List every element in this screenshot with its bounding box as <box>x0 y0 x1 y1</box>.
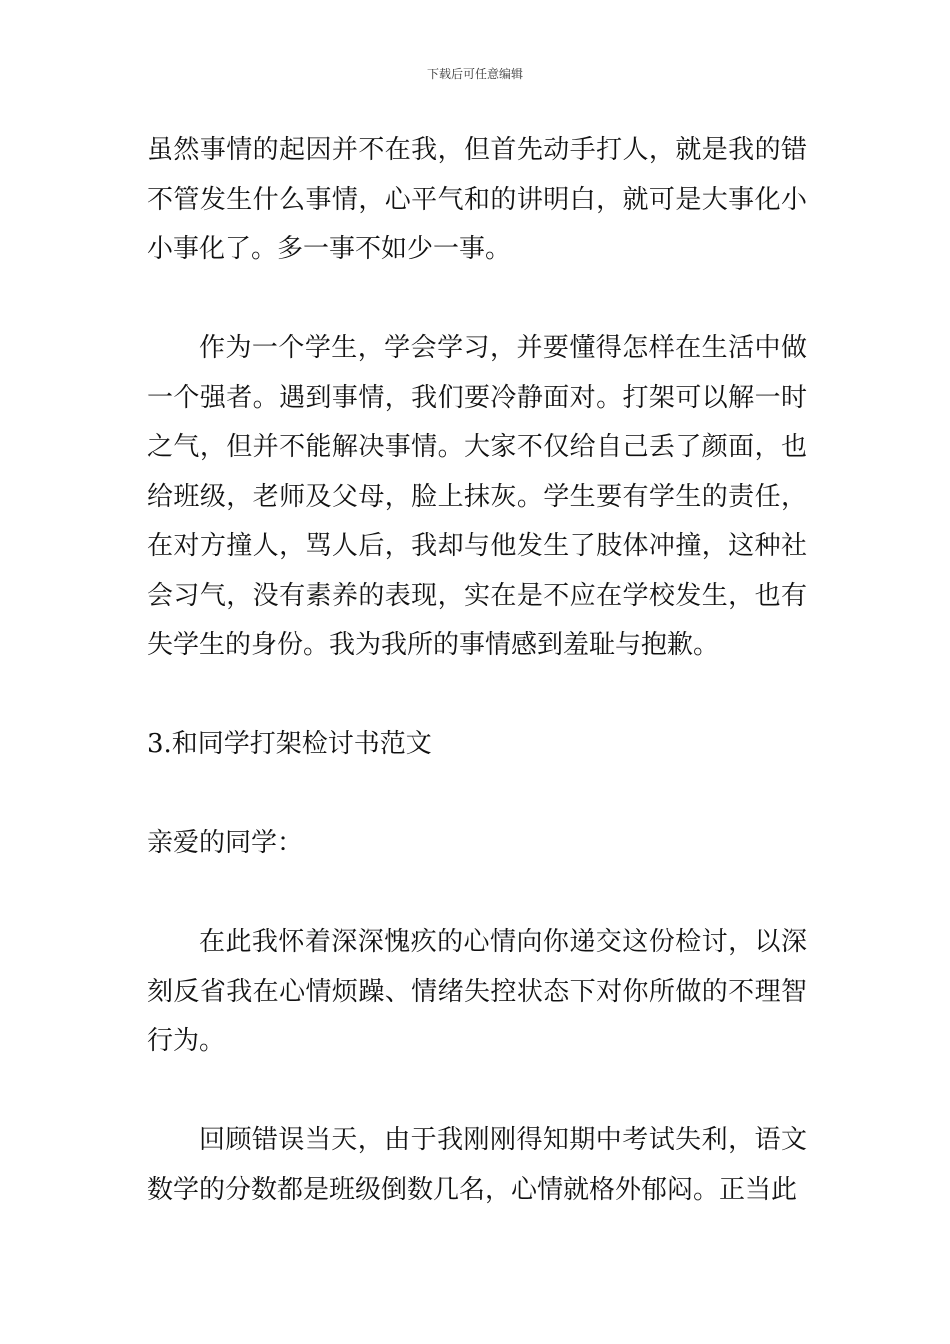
paragraph-gap <box>147 869 807 919</box>
paragraph-gap <box>147 275 807 325</box>
paragraph: 在此我怀着深深愧疚的心情向你递交这份检讨，以深刻反省我在心情烦躁、情绪失控状态下对你所做的不理智行为。 <box>147 927 807 1056</box>
paragraph: 虽然事情的起因并不在我，但首先动手打人，就是我的错不管发生什么事情，心平气和的讲明白，就可是大事化小小事化了。多一事不如少一事。 <box>147 135 807 264</box>
section-heading: 3.和同学打架检讨书范文 <box>147 729 432 759</box>
document-body <box>147 126 807 1215</box>
paragraph-gap <box>147 770 807 820</box>
page-header: 下载后可任意编辑 <box>426 67 523 81</box>
salutation: 亲爱的同学： <box>147 828 304 858</box>
paragraph: 回顾错误当天，由于我刚刚得知期中考试失利，语文数学的分数都是班级倒数几名，心情就格外郁闷。正当此 <box>147 1125 807 1205</box>
paragraph-gap <box>147 1067 807 1117</box>
paragraph: 作为一个学生，学会学习，并要懂得怎样在生活中做一个强者。遇到事情，我们要冷静面对。打架可以解一时之气，但并不能解决事情。大家不仅给自己丢了颜面，也给班级，老师及父母，脸上抹灰。学生要有学生的责任，在对方撞人，骂人后，我却与他发生了肢体冲撞，这种社会习气，没有素养的表现，实在是不应在学校发生，也有失学生的身份。我为我所的事情感到羞耻与抱歉。 <box>147 333 807 660</box>
paragraph-gap <box>147 671 807 721</box>
